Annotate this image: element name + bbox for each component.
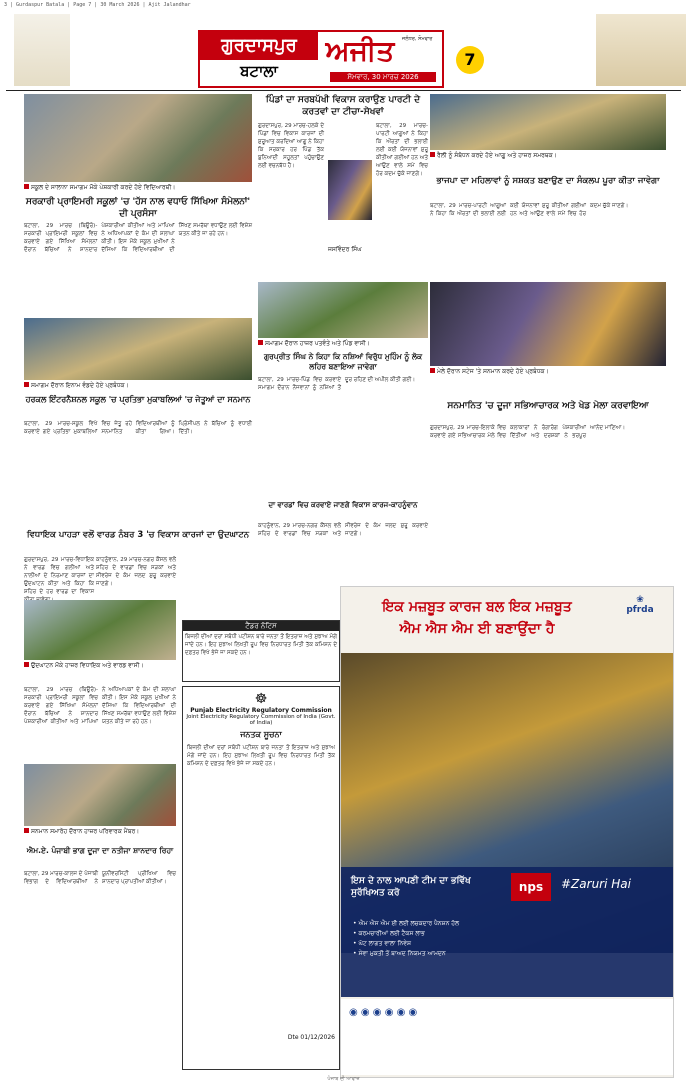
story6-caption: ਮੇਲੇ ਦੌਰਾਨ ਸਟੇਜ 'ਤੇ ਸਨਮਾਨ ਕਰਦੇ ਹੋਏ ਪ੍ਰਬੰਧਕ। [430, 368, 666, 376]
story3-body-col2: ਬਟਾਲਾ, 29 ਮਾਰਚ-ਪਾਰਟੀ ਆਗੂਆਂ ਨੇ ਕਿਹਾ ਕਿ ਔਰਤਾਂ ਦੀ ਭਲਾਈ ਲਈ ਕਈ ਯੋਜਨਾਵਾਂ ਸ਼ੁਰੂ ਕੀਤੀਆਂ ਗਈਆਂ ਹਨ ਅਤੇ ਆਉਣ ਵਾਲੇ ਸਮੇਂ ਵਿਚ ਹੋਰ ਕਦਮ ਚੁੱਕੇ ਜਾਣਗੇ। [376, 123, 428, 177]
story6-photo [430, 282, 666, 366]
story7-body: ਗੁਰਦਾਸਪੁਰ, 29 ਮਾਰਚ-ਵਿਧਾਇਕ ਨੇ ਵਾਰਡ ਵਿਚ ਗਲੀਆਂ ਅਤੇ ਨਾਲੀਆਂ ਦੇ ਨਿਰਮਾਣ ਕਾਰਜਾਂ ਦਾ ਉਦਘਾਟਨ ਕੀਤਾ ਅਤੇ ਕਿਹਾ ਕਿ ਸ਼ਹਿਰ ਦੇ ਹਰ ਵਾਰਡ ਦਾ ਵਿਕਾਸ [24, 557, 94, 595]
story2-photo [24, 318, 252, 380]
story5-body: ਬਟਾਲਾ, 29 ਮਾਰਚ-ਪਾਰਟੀ ਆਗੂਆਂ ਨੇ ਕਿਹਾ ਕਿ ਔਰਤਾਂ ਦੀ ਭਲਾਈ ਲਈ ਕਈ ਯੋਜਨਾਵਾਂ ਸ਼ੁਰੂ ਕੀਤੀਆਂ ਗਈਆਂ ਹਨ ਅਤੇ ਆਉਣ ਵਾਲੇ ਸਮੇਂ ਵਿਚ ਹੋਰ ਕਦਮ ਚੁੱਕੇ ਜਾਣਗੇ। [430, 203, 629, 217]
story7-headline: ਵਿਧਾਇਕ ਪਾਹੜਾ ਵਲੋਂ ਵਾਰਡ ਨੰਬਰ 3 'ਚ ਵਿਕਾਸ ਕਾਰਜਾਂ ਦਾ ਉਦਘਾਟਨ [26, 530, 250, 540]
story8-headline: ਐਮ.ਏ. ਪੰਜਾਬੀ ਭਾਗ ਦੂਜਾ ਦਾ ਨਤੀਜਾ ਸ਼ਾਨਦਾਰ ਰਿਹਾ [26, 846, 174, 855]
temple-illustration-left [14, 14, 70, 86]
notice-subtitle: Joint Electricity Regulatory Commission of India (Govt. of India) [186, 714, 336, 726]
story6-body: ਗੁਰਦਾਸਪੁਰ, 29 ਮਾਰਚ-ਇਲਾਕੇ ਵਿਚ ਕਰਵਾਏ ਗਏ ਸਭਿਆਚਾਰਕ ਮੇਲੇ ਵਿਚ ਕਲਾਕਾਰਾਂ ਨੇ ਰੰਗਾਰੰਗ ਪੇਸ਼ਕਾਰੀਆਂ ਦਿੱਤੀਆਂ ਅਤੇ ਦਰਸ਼ਕਾਂ ਨੇ ਭਰਪੂਰ ਆਨੰਦ ਮਾਣਿਆ। [430, 425, 626, 439]
temple-illustration-right [596, 14, 686, 86]
story9-body: ਕਾਹਨੂੰਵਾਨ, 29 ਮਾਰਚ-ਨਗਰ ਕੌਂਸਲ ਵਲੋਂ ਸ਼ਹਿਰ ਦੇ ਵਾਰਡਾਂ ਵਿਚ ਸੜਕਾਂ ਅਤੇ ਸੀਵਰੇਜ ਦੇ ਕੰਮ ਜਲਦ ਸ਼ੁਰੂ ਕਰਵਾਏ ਜਾਣਗੇ। [258, 523, 428, 537]
emblem-icon: ☸ [254, 691, 268, 707]
story3-portrait [328, 160, 372, 220]
story3-headline: ਪਿੰਡਾਂ ਦਾ ਸਰਬਪੱਖੀ ਵਿਕਾਸ ਕਰਾਉਣ ਪਾਰਟੀ ਦੇ ਕਰਤਵਾਂ ਦਾ ਟੀਚਾ-ਸੇਖਵਾਂ [265, 95, 421, 117]
ad-bullet: • ਘੱਟ ਲਾਗਤ ਵਾਲਾ ਨਿਵੇਸ਼ [353, 940, 411, 947]
story4-caption: ਸਮਾਗਮ ਦੌਰਾਨ ਹਾਜ਼ਰ ਪਤਵੰਤੇ ਅਤੇ ਪਿੰਡ ਵਾਸੀ। [258, 340, 428, 348]
ad-headline-1: ਇਕ ਮਜ਼ਬੂਤ ਕਾਰਜ ਬਲ ਇਕ ਮਜ਼ਬੂਤ [382, 599, 572, 615]
story2-headline: ਹਰਕਲ ਇੰਟਰਨੈਸ਼ਨਲ ਸਕੂਲ 'ਚ ਪ੍ਰਤਿਭਾ ਮੁਕਾਬਲਿਆਂ 'ਚ ਜੇਤੂਆਂ ਦਾ ਸਨਮਾਨ [25, 395, 251, 404]
story3-body: ਗੁਰਦਾਸਪੁਰ, 29 ਮਾਰਚ-ਹਲਕੇ ਦੇ ਪਿੰਡਾਂ ਵਿਚ ਵਿਕਾਸ ਕਾਰਜਾਂ ਦੀ ਸ਼ੁਰੂਆਤ ਕਰਦਿਆਂ ਆਗੂ ਨੇ ਕਿਹਾ ਕਿ ਸਰਕਾਰ ਹਰ ਪਿੰਡ ਤੱਕ ਬੁਨਿਆਦੀ ਸਹੂਲਤਾਂ ਪਹੁੰਚਾਉਣ ਲਈ ਵਚਨਬੱਧ ਹੈ। [258, 123, 324, 169]
ad-social-strip [341, 999, 673, 1075]
notice-title: ਜਨਤਕ ਸੂਚਨਾ [240, 730, 282, 739]
masthead-divider [6, 90, 681, 91]
notice-body: ਬਿਜਲੀ ਦੀਆਂ ਦਰਾਂ ਸਬੰਧੀ ਪਟੀਸ਼ਨ ਬਾਰੇ ਜਨਤਾ ਤੋਂ ਇਤਰਾਜ਼ ਅਤੇ ਸੁਝਾਅ ਮੰਗੇ ਜਾਂਦੇ ਹਨ। ਇਹ ਸੁਝਾਅ ਲਿਖਤੀ ਰੂਪ ਵਿਚ ਨਿਰਧਾਰਤ ਮਿਤੀ ਤੱਕ ਕਮਿਸ਼ਨ ਦੇ ਦਫ਼ਤਰ ਵਿਖੇ ਭੇਜੇ ਜਾ ਸਕਦੇ ਹਨ। [187, 745, 335, 767]
ad-tagline: ਇਸ ਦੇ ਨਾਲ ਆਪਣੀ ਟੀਮ ਦਾ ਭਵਿੱਖ ਸੁਰੱਖਿਅਤ ਕਰੋ [351, 876, 471, 898]
newspaper-brand: ਅਜੀਤ [325, 34, 395, 67]
story7-caption: ਉਦਘਾਟਨ ਮੌਕੇ ਹਾਜ਼ਰ ਵਿਧਾਇਕ ਅਤੇ ਵਾਰਡ ਵਾਸੀ। [24, 662, 176, 670]
story4-body: ਬਟਾਲਾ, 29 ਮਾਰਚ-ਪਿੰਡ ਵਿਚ ਕਰਵਾਏ ਸਮਾਗਮ ਦੌਰਾਨ ਨੌਜਵਾਨਾਂ ਨੂੰ ਨਸ਼ਿਆਂ ਤੋਂ ਦੂਰ ਰਹਿਣ ਦੀ ਅਪੀਲ ਕੀਤੀ ਗਈ। [258, 377, 416, 391]
story2-caption: ਸਮਾਗਮ ਦੌਰਾਨ ਇਨਾਮ ਵੰਡਦੇ ਹੋਏ ਪ੍ਰਬੰਧਕ। [24, 382, 252, 390]
ad-bullet: • ਐਮ ਐਸ ਐਮ ਈ ਲਈ ਲਚਕਦਾਰ ਪੈਨਸ਼ਨ ਹੱਲ [353, 920, 460, 927]
story7-body-col2: ਕਾਹਨੂੰਵਾਨ, 29 ਮਾਰਚ-ਨਗਰ ਕੌਂਸਲ ਵਲੋਂ ਸ਼ਹਿਰ ਦੇ ਵਾਰਡਾਂ ਵਿਚ ਸੜਕਾਂ ਅਤੇ ਸੀਵਰੇਜ ਦੇ ਕੰਮ ਜਲਦ ਸ਼ੁਰੂ ਕਰਵਾਏ ਜਾਣਗੇ। [96, 557, 176, 587]
story4-photo [258, 282, 428, 338]
tender-body: ਬਿਜਲੀ ਦੀਆਂ ਦਰਾਂ ਸਬੰਧੀ ਪਟੀਸ਼ਨ ਬਾਰੇ ਜਨਤਾ ਤੋਂ ਇਤਰਾਜ਼ ਅਤੇ ਸੁਝਾਅ ਮੰਗੇ ਜਾਂਦੇ ਹਨ। ਇਹ ਸੁਝਾਅ ਲਿਖਤੀ ਰੂਪ ਵਿਚ ਨਿਰਧਾਰਤ ਮਿਤੀ ਤੱਕ ਕਮਿਸ਼ਨ ਦੇ ਦਫ਼ਤਰ ਵਿਖੇ ਭੇਜੇ ਜਾ ਸਕਦੇ ਹਨ। [185, 634, 337, 656]
story6-headline: ਸਨਮਾਨਿਤ 'ਚ ਦੂਜਾ ਸਭਿਆਚਾਰਕ ਅਤੇ ਖੇਡ ਮੇਲਾ ਕਰਵਾਇਆ [447, 401, 649, 411]
story7-photo [24, 600, 176, 660]
story8-caption: ਸਨਮਾਨ ਸਮਾਰੋਹ ਦੌਰਾਨ ਹਾਜ਼ਰ ਪਰਿਵਾਰਕ ਮੈਂਬਰ। [24, 828, 176, 836]
story2-body: ਬਟਾਲਾ, 29 ਮਾਰਚ-ਸਕੂਲ ਵਿਖੇ ਕਰਵਾਏ ਗਏ ਪ੍ਰਤਿਭਾ ਮੁਕਾਬਲਿਆਂ ਵਿਚ ਜੇਤੂ ਰਹੇ ਵਿਦਿਆਰਥੀਆਂ ਨੂੰ ਸਨਮਾਨਿਤ ਕੀਤਾ ਗਿਆ। ਪ੍ਰਿੰਸੀਪਲ ਨੇ ਬੱਚਿਆਂ ਨੂੰ ਵਧਾਈ ਦਿੱਤੀ। [24, 421, 252, 435]
story3-portrait-caption: ਜਸਵਿੰਦਰ ਸਿੰਘ [328, 246, 388, 254]
public-notice [182, 686, 340, 1070]
pfrda-advert [340, 586, 674, 1078]
issue-date: ਸੋਮਵਾਰ, 30 ਮਾਰਚ 2026 [330, 72, 436, 82]
print-slug: 3 | Gurdaspur Batala | Page 7 | 30 March 2026 | Ajit Jalandhar [4, 2, 191, 8]
tender-box [182, 620, 340, 682]
page-footer: ਪੰਜਾਬ ਦੀ ਆਵਾਜ਼ [327, 1076, 360, 1082]
brand-tagline: ਜਲੰਧਰ, ਸੋਮਵਾਰ [402, 36, 433, 42]
edition-title: ਗੁਰਦਾਸਪੁਰ [200, 32, 318, 60]
story5-photo [430, 94, 666, 150]
story1-caption: ਸਕੂਲ ਦੇ ਸਾਲਾਨਾ ਸਮਾਗਮ ਮੌਕੇ ਪੇਸ਼ਕਾਰੀ ਕਰਦੇ ਹੋਏ ਵਿਦਿਆਰਥੀ। [24, 184, 252, 192]
story5-caption: ਰੈਲੀ ਨੂੰ ਸੰਬੋਧਨ ਕਰਦੇ ਹੋਏ ਆਗੂ ਅਤੇ ਹਾਜ਼ਰ ਸਮਰਥਕ। [430, 152, 666, 160]
story7-body-cont: ਬਟਾਲਾ, 29 ਮਾਰਚ (ਬਿਊਰੋ)-ਸਰਕਾਰੀ ਪ੍ਰਾਇਮਰੀ ਸਕੂਲਾਂ ਵਿਚ ਕਰਵਾਏ ਗਏ ਸਿੱਖਿਆ ਸੰਮੇਲਨਾਂ ਦੌਰਾਨ ਬੱਚਿਆਂ ਨੇ ਸ਼ਾਨਦਾਰ ਪੇਸ਼ਕਾਰੀਆਂ ਕੀਤੀਆਂ ਅਤੇ ਮਾਪਿਆਂ ਨੇ ਅਧਿਆਪਕਾਂ ਦੇ ਕੰਮ ਦੀ ਸ਼ਲਾਘਾ ਕੀਤੀ। ਇਸ ਮੌਕੇ ਸਕੂਲ ਮੁਖੀਆਂ ਨੇ ਦੱਸਿਆ ਕਿ ਵਿਦਿਆਰਥੀਆਂ ਦੀ ਸਿੱਖਣ ਸਮਰੱਥਾ ਵਧਾਉਣ ਲਈ ਵਿਸ਼ੇਸ਼ ਯਤਨ ਕੀਤੇ ਜਾ ਰਹੇ ਹਨ। [24, 687, 176, 725]
story1-photo [24, 94, 252, 182]
edition-subtitle: ਬਟਾਲਾ [240, 62, 278, 80]
social-icons: ◉ ◉ ◉ ◉ ◉ ◉ [349, 1007, 418, 1018]
notice-footer: Dte 01/12/2026 [287, 1034, 335, 1041]
story8-photo [24, 764, 176, 826]
notice-org: Punjab Electricity Regulatory Commission [190, 707, 332, 714]
ad-bullets [353, 919, 653, 959]
page-number: 7 [456, 46, 484, 74]
tender-banner: ਟੈਂਡਰ ਨੋਟਿਸ [183, 621, 339, 631]
story4-headline: ਗੁਰਪ੍ਰੀਤ ਸਿੰਘ ਨੇ ਕਿਹਾ ਕਿ ਨਸ਼ਿਆਂ ਵਿਰੁੱਧ ਮੁਹਿੰਮ ਨੂੰ ਲੋਕ ਲਹਿਰ ਬਣਾਇਆ ਜਾਵੇਗਾ [263, 352, 423, 371]
ad-bullet: • ਕਰਮਚਾਰੀਆਂ ਲਈ ਟੈਕਸ ਲਾਭ [353, 930, 425, 937]
nps-logo: nps [511, 873, 551, 901]
lotus-icon: ❀ [636, 595, 644, 605]
ad-headline-2: ਐਮ ਐਸ ਐਮ ਈ ਬਣਾਉਂਦਾ ਹੈ [399, 621, 555, 637]
story5-headline: ਭਾਜਪਾ ਦਾ ਮਹਿਲਾਵਾਂ ਨੂੰ ਸਸ਼ਕਤ ਬਣਾਉਣ ਦਾ ਸੰਕਲਪ ਪੂਰਾ ਕੀਤਾ ਜਾਵੇਗਾ [436, 176, 660, 186]
ad-bullet: • ਸੇਵਾ ਮੁਕਤੀ ਤੋਂ ਬਾਅਦ ਨਿਯਮਤ ਆਮਦਨ [353, 950, 446, 957]
pfrda-logo: ❀ pfrda [617, 595, 663, 635]
ad-hashtag: #Zaruri Hai [561, 877, 631, 891]
story8-body: ਬਟਾਲਾ, 29 ਮਾਰਚ-ਕਾਲਜ ਦੇ ਪੰਜਾਬੀ ਵਿਭਾਗ ਦੇ ਵਿਦਿਆਰਥੀਆਂ ਨੇ ਯੂਨੀਵਰਸਿਟੀ ਪ੍ਰੀਖਿਆ ਵਿਚ ਸ਼ਾਨਦਾਰ ਪ੍ਰਾਪਤੀਆਂ ਕੀਤੀਆਂ। [24, 871, 176, 885]
story9-headline: ਦਾ ਵਾਰਡਾਂ ਵਿਚ ਕਰਵਾਏ ਜਾਣਗੇ ਵਿਕਾਸ ਕਾਰਜ-ਕਾਹਨੂੰਵਾਨ [268, 501, 418, 509]
story1-headline: ਸਰਕਾਰੀ ਪ੍ਰਾਇਮਰੀ ਸਕੂਲਾਂ 'ਚ 'ਹੱਸ ਨਾਲ ਵਧਾਓ ਸਿੱਖਿਆ ਸੰਮੇਲਨਾਂ' ਦੀ ਪ੍ਰਸੰਸਾ [25, 197, 251, 219]
story1-body: ਬਟਾਲਾ, 29 ਮਾਰਚ (ਬਿਊਰੋ)-ਸਰਕਾਰੀ ਪ੍ਰਾਇਮਰੀ ਸਕੂਲਾਂ ਵਿਚ ਕਰਵਾਏ ਗਏ ਸਿੱਖਿਆ ਸੰਮੇਲਨਾਂ ਦੌਰਾਨ ਬੱਚਿਆਂ ਨੇ ਸ਼ਾਨਦਾਰ ਪੇਸ਼ਕਾਰੀਆਂ ਕੀਤੀਆਂ ਅਤੇ ਮਾਪਿਆਂ ਨੇ ਅਧਿਆਪਕਾਂ ਦੇ ਕੰਮ ਦੀ ਸ਼ਲਾਘਾ ਕੀਤੀ। ਇਸ ਮੌਕੇ ਸਕੂਲ ਮੁਖੀਆਂ ਨੇ ਦੱਸਿਆ ਕਿ ਵਿਦਿਆਰਥੀਆਂ ਦੀ ਸਿੱਖਣ ਸਮਰੱਥਾ ਵਧਾਉਣ ਲਈ ਵਿਸ਼ੇਸ਼ ਯਤਨ ਕੀਤੇ ਜਾ ਰਹੇ ਹਨ। [24, 223, 252, 253]
